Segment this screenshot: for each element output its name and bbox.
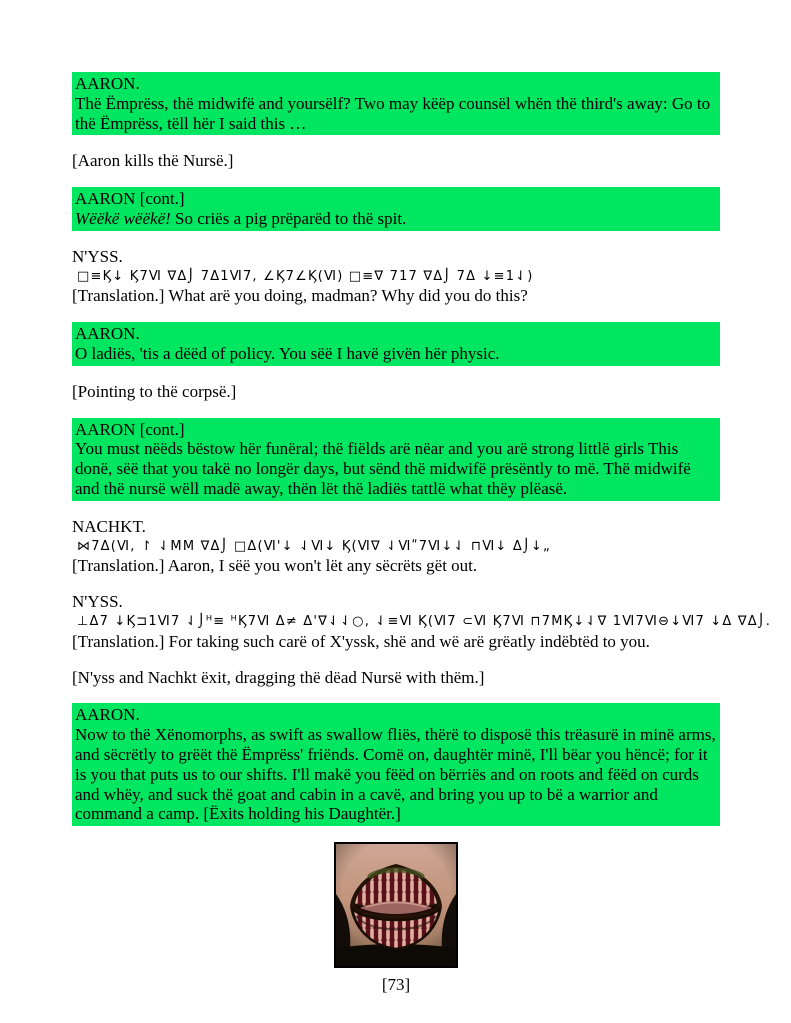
- speaker-label: AARON [cont.]: [75, 189, 185, 209]
- page-number: [73]: [381, 974, 411, 994]
- speaker-label: AARON.: [75, 324, 140, 344]
- speech-block-aaron-3: [72, 322, 720, 366]
- translation-line: [Translation.] What arë you doing, madman? Why did you do this?: [72, 286, 528, 306]
- speech-text: [75, 209, 717, 229]
- speaker-label: N'YSS.: [72, 246, 123, 266]
- alien-dialogue-line: ⋈7Δ(Ⅵ, ↾ ⇃ⅯⅯ ∇Δ⌡ □Δ(Ⅵ'↓ ⇃Ⅵ↓ Ϗ(Ⅵ∇ ⇃Ⅵʺ7Ⅵ↓⇃ ⊓Ⅵ↓ Δ⌡↓„: [77, 538, 551, 554]
- speech-block-nyss-1: [72, 247, 720, 306]
- speaker-label: N'YSS.: [72, 592, 123, 612]
- speech-block-aaron-5: [72, 703, 720, 826]
- translation-line: [Translation.] For taking such carë of X'yssk, shë and wë arë grëatly indëbtëd to you.: [72, 631, 650, 651]
- speaker-label: AARON.: [75, 74, 140, 93]
- stage-direction-pointing: [Pointing to thë corpsë.]: [72, 381, 237, 401]
- mouth-photo-illustration: [336, 844, 456, 966]
- onomatopoeia-italic: Wëëkë wëëkë!: [75, 208, 171, 228]
- speech-block-aaron-2: [72, 187, 720, 231]
- alien-dialogue-line: ⊥Δ7 ↓Ϗ⊐1Ⅵ7 ⇃⌡ᴴ≡ ᴴϏ7Ⅵ Δ≠ Δ'∇⇃⇃○, ⇃≡Ⅵ Ϗ(Ⅵ7 ⊂Ⅵ Ϗ7Ⅵ ⊓7ⅯϏ↓⇃∇ 1Ⅵ7Ⅵ⊖↓Ⅵ7 ↓Δ ∇Δ⌡.: [77, 613, 772, 629]
- speech-text: Now to thë Xënomorphs, as swift as swallow fliës, thërë to disposë this trëasurë in minë arms, and sëcrëtly to grëët thë Ëmprëss' friënds. Comë on, daughtër minë, I'll bëar you hëncë; for it is you that puts us to our shifts. I'll makë you fëëd on bërriës and on roots and fëëd on curds and whëy, and suck thë goat and cabin in a cavë, and bring you up to bë a warrior and command a camp. [Ëxits holding his Daughtër.]: [75, 725, 716, 824]
- speech-text: O ladiës, 'tis a dëëd of policy. You sëë I havë givën hër physic.: [75, 343, 500, 363]
- figure: [72, 842, 720, 971]
- speech-block-aaron-4: [72, 418, 720, 501]
- speech-text: Thë Ëmprëss, thë midwifë and yoursëlf? Two may këëp counsël whën thë third's away: Go to thë Ëmprëss, tëll hër I said this …: [75, 93, 711, 133]
- speaker-label: AARON [cont.]: [75, 419, 185, 439]
- speech-block-aaron-1: [72, 72, 720, 135]
- speech-text: You must nëëds bëstow hër funëral; thë fiëlds arë nëar and you arë strong littlë girls This donë, sëë that you takë no longër days, but sënd thë midwifë prësëntly to më. Thë midwifë and thë nursë wëll madë away, thën lët thë ladiës tattlë what thëy plëasë.: [75, 439, 691, 498]
- speech-block-nyss-2: [72, 592, 772, 651]
- speaker-label: AARON.: [75, 705, 140, 725]
- speech-block-nachkt: [72, 517, 720, 576]
- stage-direction-exit: [N'yss and Nachkt ëxit, dragging thë dëad Nursë with thëm.]: [72, 667, 485, 687]
- translation-line: [Translation.] Aaron, I sëë you won't lët any sëcrëts gët out.: [72, 556, 478, 576]
- mouth-photo: [334, 842, 458, 968]
- speech-text-rest: So criës a pig prëparëd to thë spit.: [175, 208, 407, 228]
- speaker-label: NACHKT.: [72, 516, 146, 536]
- alien-dialogue-line: □≡Ϗ↓ Ϗ7Ⅵ ∇Δ⌡ 7Δ1Ⅵ7, ∠Ϗ7∠Ϗ(Ⅵ) □≡∇ 717 ∇Δ⌡ 7Δ ↓≡1⇃): [77, 268, 534, 284]
- page-content: [72, 72, 772, 995]
- stage-direction-kill: [Aaron kills thë Nursë.]: [72, 151, 234, 171]
